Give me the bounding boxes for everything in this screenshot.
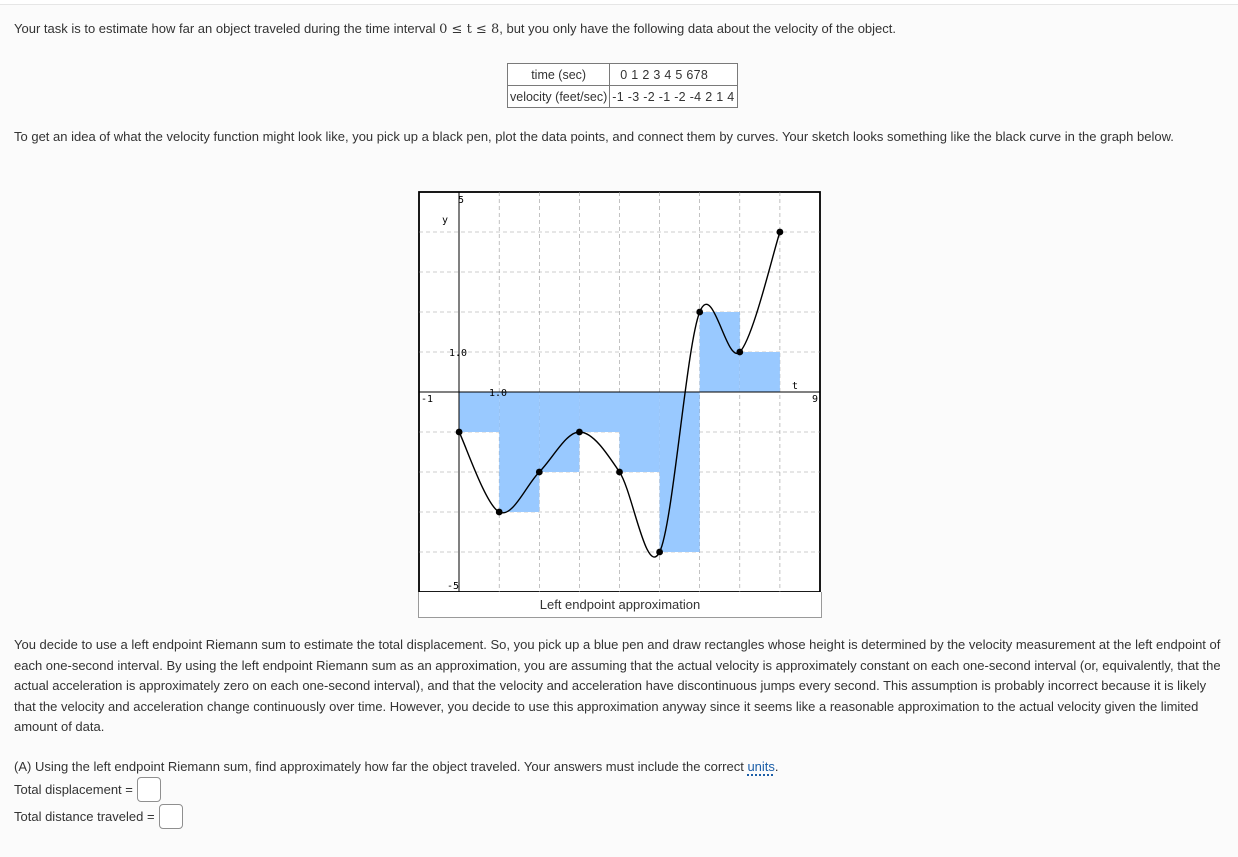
riemann-rect — [499, 392, 539, 512]
data-point — [576, 429, 583, 436]
velocity-values: -1 -3 -2 -1 -2 -4 2 1 4 — [610, 86, 737, 108]
velocity-graph — [418, 191, 822, 593]
problem-card — [0, 4, 1238, 857]
intro-text: Your task is to estimate how far an object traveled during the time interval 0 ≤ t ≤ 8, but you only have the following data about the velocity of the object. — [14, 21, 896, 37]
data-point — [496, 509, 503, 516]
question-text: (A) Using the left endpoint Riemann sum, find approximately how far the object traveled. Your answers must include the correct units. — [14, 759, 779, 774]
distance-input[interactable] — [159, 804, 183, 829]
riemann-rect — [740, 352, 780, 392]
data-point — [616, 469, 623, 476]
time-values: 0 1 2 3 4 5 678 — [610, 64, 737, 86]
tick-top: 5 — [458, 195, 465, 206]
data-point — [736, 349, 743, 356]
graph-container — [418, 191, 822, 618]
sketch-paragraph: To get an idea of what the velocity function might look like, you pick up a black pen, plot the data points, and connect them by curves. Your sketch looks something like the black curve in the graph below. — [14, 129, 1174, 144]
time-header: time (sec) — [508, 64, 610, 86]
riemann-rect — [579, 392, 619, 432]
data-point — [656, 549, 663, 556]
tick-bottom: -5 — [447, 581, 460, 592]
data-point — [456, 429, 463, 436]
data-point — [696, 309, 703, 316]
displacement-label: Total displacement = — [14, 782, 133, 797]
distance-label: Total distance traveled = — [14, 809, 155, 824]
riemann-paragraph: You decide to use a left endpoint Riemann sum to estimate the total displacement. So, you pick up a blue pen and draw rectangles whose height is determined by the velocity measurement at the left endpoint of each one-second interval. By using the left endpoint Riemann sum as an approximation, you are assuming that the actual velocity is approximately constant on each one-second interval (or, equivalently, that the actual acceleration is approximately zero on each one-second interval), and that the velocity and acceleration have discontinuous jumps every second. This assumption is probably incorrect because it is likely that the velocity and acceleration change continuously over time. However, you decide to use this approximation anyway since it seems like a reasonable approximation to the actual velocity given the limited amount of data. — [14, 637, 1221, 734]
graph-caption: Left endpoint approximation — [418, 592, 822, 618]
velocity-header: velocity (feet/sec) — [508, 86, 610, 108]
distance-row — [14, 804, 183, 829]
tick-left: -1 — [421, 394, 434, 405]
t-axis-label: t — [792, 381, 799, 392]
riemann-rect — [620, 392, 660, 472]
data-point — [777, 229, 784, 236]
interval-math: 0 ≤ t ≤ 8 — [439, 22, 500, 37]
data-point — [536, 469, 543, 476]
riemann-rect — [539, 392, 579, 472]
displacement-row — [14, 777, 161, 802]
units-link[interactable]: units — [747, 759, 775, 774]
tick-x-one: 1.0 — [489, 388, 508, 399]
tick-y-one: 1.0 — [449, 348, 468, 359]
velocity-data-table — [507, 63, 738, 108]
tick-right: 9 — [812, 394, 819, 405]
displacement-input[interactable] — [137, 777, 161, 802]
y-axis-label: y — [442, 215, 449, 226]
